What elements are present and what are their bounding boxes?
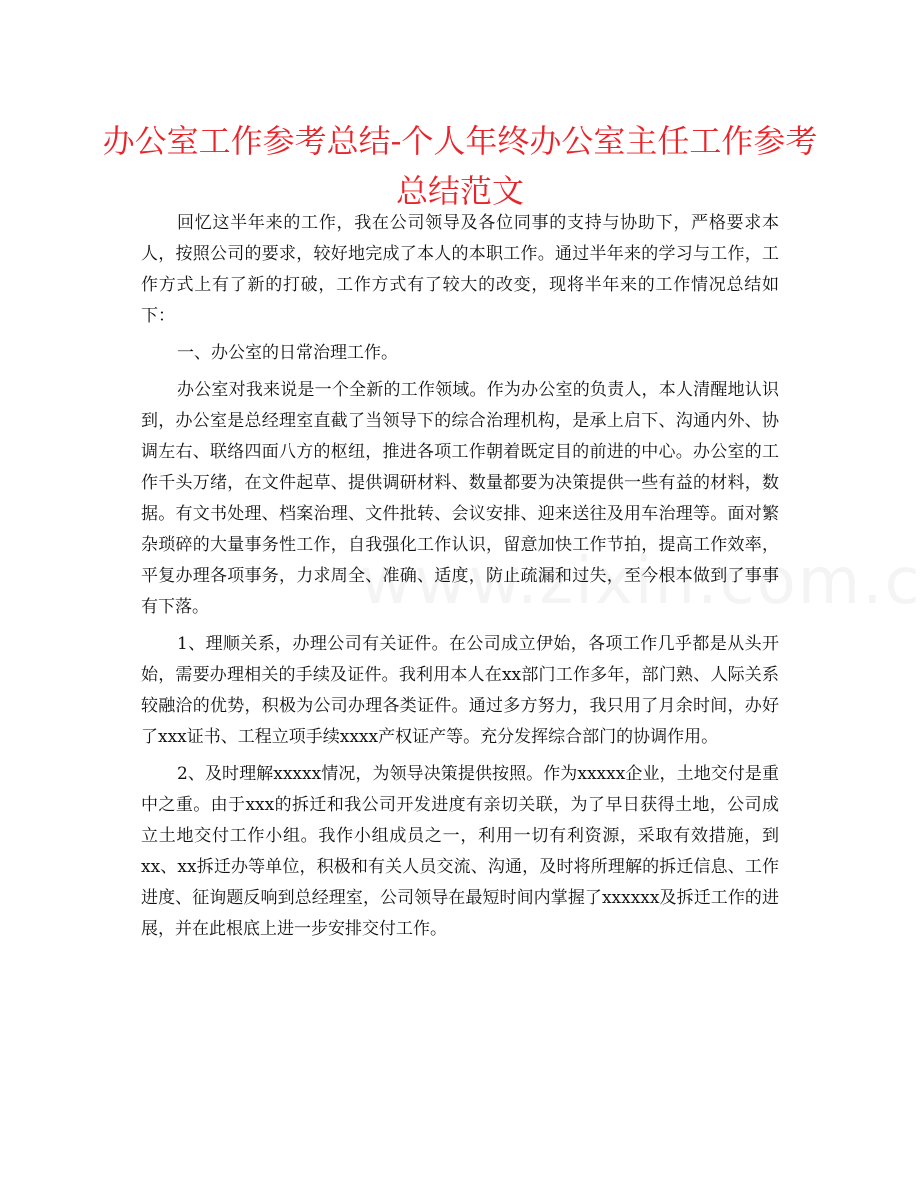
document-title: 办公室工作参考总结-个人年终办公室主任工作参考总结范文	[102, 122, 818, 210]
section-heading-1: 一、办公室的日常治理工作。	[177, 343, 398, 363]
paragraph-intro: 回忆这半年来的工作，我在公司领导及各位同事的支持与协助下，严格要求本人，按照公司的要求，较好地完成了本人的本职工作。通过半年来的学习与工作，工作方式上有了新的打破，工作方式有了较大的改变，现将半年来的工作情况总结如下：	[141, 213, 779, 326]
document-body	[141, 208, 779, 945]
paragraph-item-1: 1、理顺关系，办理公司有关证件。在公司成立伊始，各项工作几乎都是从头开始，需要办理相关的手续及证件。我利用本人在xx部门工作多年，部门熟、人际关系较融洽的优势，积极为公司办理各类证件。通过多方努力，我只用了月余时间，办好了xxx证书、工程立项手续xxxx产权证产等。充分发挥综合部门的协调作用。	[141, 634, 779, 747]
paragraph-item-2: 2、及时理解xxxxx情况，为领导决策提供按照。作为xxxxx企业，土地交付是重中之重。由于xxx的拆迁和我公司开发进度有亲切关联，为了早日获得土地，公司成立土地交付工作小组。我作小组成员之一，利用一切有利资源，采取有效措施，到xx、xx拆迁办等单位，积极和有关人员交流、沟通，及时将所理解的拆迁信息、工作进度、征询题反响到总经理室，公司领导在最短时间内掌握了xxxxxx及拆迁工作的进展，并在此根底上进一步安排交付工作。	[141, 764, 779, 939]
paragraph-office-role: 办公室对我来说是一个全新的工作领域。作为办公室的负责人，本人清醒地认识到，办公室是总经理室直截了当领导下的综合治理机构，是承上启下、沟通内外、协调左右、联络四面八方的枢纽，推进各项工作朝着既定目的前进的中心。办公室的工作千头万绪，在文件起草、提供调研材料、数量都要为决策提供一些有益的材料，数据。有文书处理、档案治理、文件批转、会议安排、迎来送往及用车治理等。面对繁杂琐碎的大量事务性工作，自我强化工作认识，留意加快工作节拍，提高工作效率，平复办理各项事务，力求周全、准确、适度，防止疏漏和过失，至今根本做到了事事有下落。	[141, 380, 779, 617]
